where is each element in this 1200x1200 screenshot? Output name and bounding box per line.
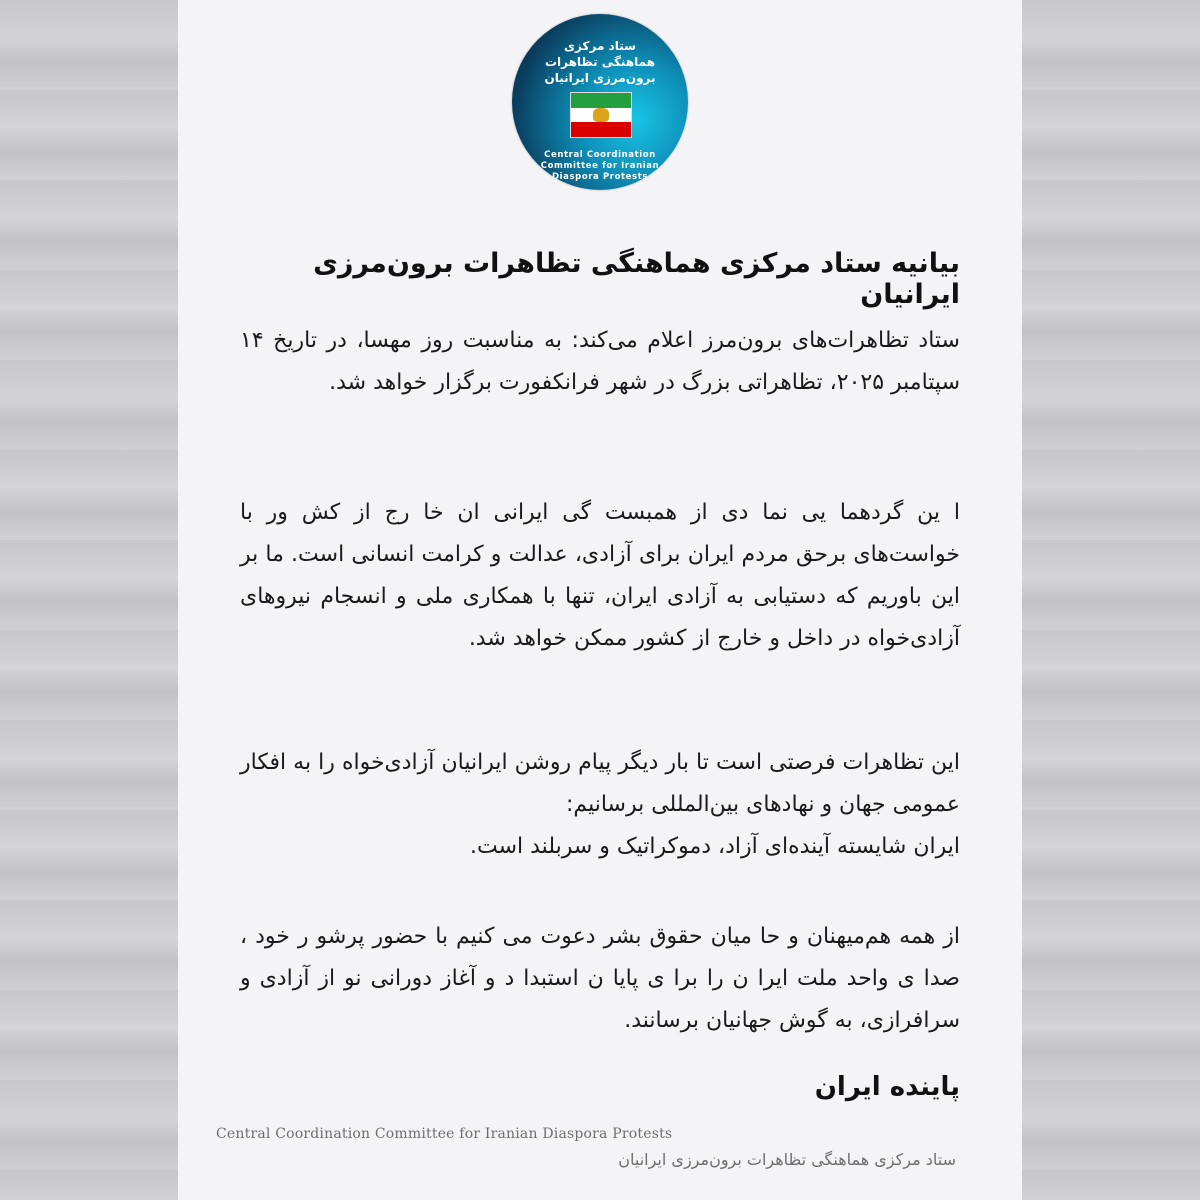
logo-fa-line: هماهنگی تظاهرات: [544, 55, 656, 69]
statement-title: بیانیه ستاد مرکزی هماهنگی تظاهرات برون‌مرزی ایرانیان: [313, 248, 960, 310]
committee-logo: [512, 14, 688, 190]
logo-en-line: Committee for Iranian: [540, 161, 660, 171]
lion-and-sun-flag-icon: [570, 92, 632, 138]
statement-paragraph-3: این تظاهرات فرصتی است تا بار دیگر پیام روشن ایرانیان آزادی‌خواه را به افکار عمومی جهان و نهادهای بین‌المللی برسانیم: ایران شایسته آینده‌ای آزاد، دموکراتیک و سربلند است.: [240, 750, 960, 859]
closing-slogan: پاینده ایران: [814, 1072, 960, 1102]
logo-english-text: [512, 150, 688, 183]
lion-and-sun-emblem-icon: [593, 108, 609, 122]
blurred-background-right: [1020, 0, 1200, 1200]
blurred-background-left: [0, 0, 180, 1200]
logo-en-line: Diaspora Protests: [551, 172, 649, 182]
statement-paragraph-4: از همه هم‌میهنان و حا میان حقوق بشر دعوت می کنیم با حضور پرشو ر خود ، صدا ی واحد ملت ایرا ن را برا ی پایا ن استبدا د و آغاز دورانی نو از آزادی و سرافرازی، به گوش جهانیان برسانند.: [240, 924, 960, 1033]
logo-fa-line: ستاد مرکزی: [564, 39, 636, 53]
statement-paragraph-2: ا ین گردهما یی نما دی از همبست گی ایرانی ان خا رج از کش ور با خواست‌های برحق مردم ایران برای آزادی، عدالت و کرامت انسانی است. ما بر این باوریم که دستیابی به آزادی ایران، تنها با همکاری ملی و انسجام نیروهای آزادی‌خواه در داخل و خارج از کشور ممکن خواهد شد.: [240, 500, 960, 651]
logo-fa-line: برون‌مرزی ایرانیان: [544, 71, 656, 85]
statement-paragraph-1: ستاد تظاهرات‌های برون‌مرز اعلام می‌کند: به مناسبت روز مهسا، در تاریخ ۱۴ سپتامبر ۲۰۲۵، تظاهراتی بزرگ در شهر فرانکفورت برگزار خواهد شد.: [240, 328, 960, 395]
footer-english-watermark: Central Coordination Committee for Iranian Diaspora Protests: [216, 1126, 673, 1142]
footer-persian-watermark: ستاد مرکزی هماهنگی تظاهرات برون‌مرزی ایرانیان: [618, 1150, 956, 1169]
logo-persian-text: [512, 38, 688, 86]
logo-en-line: Central Coordination: [544, 150, 656, 160]
